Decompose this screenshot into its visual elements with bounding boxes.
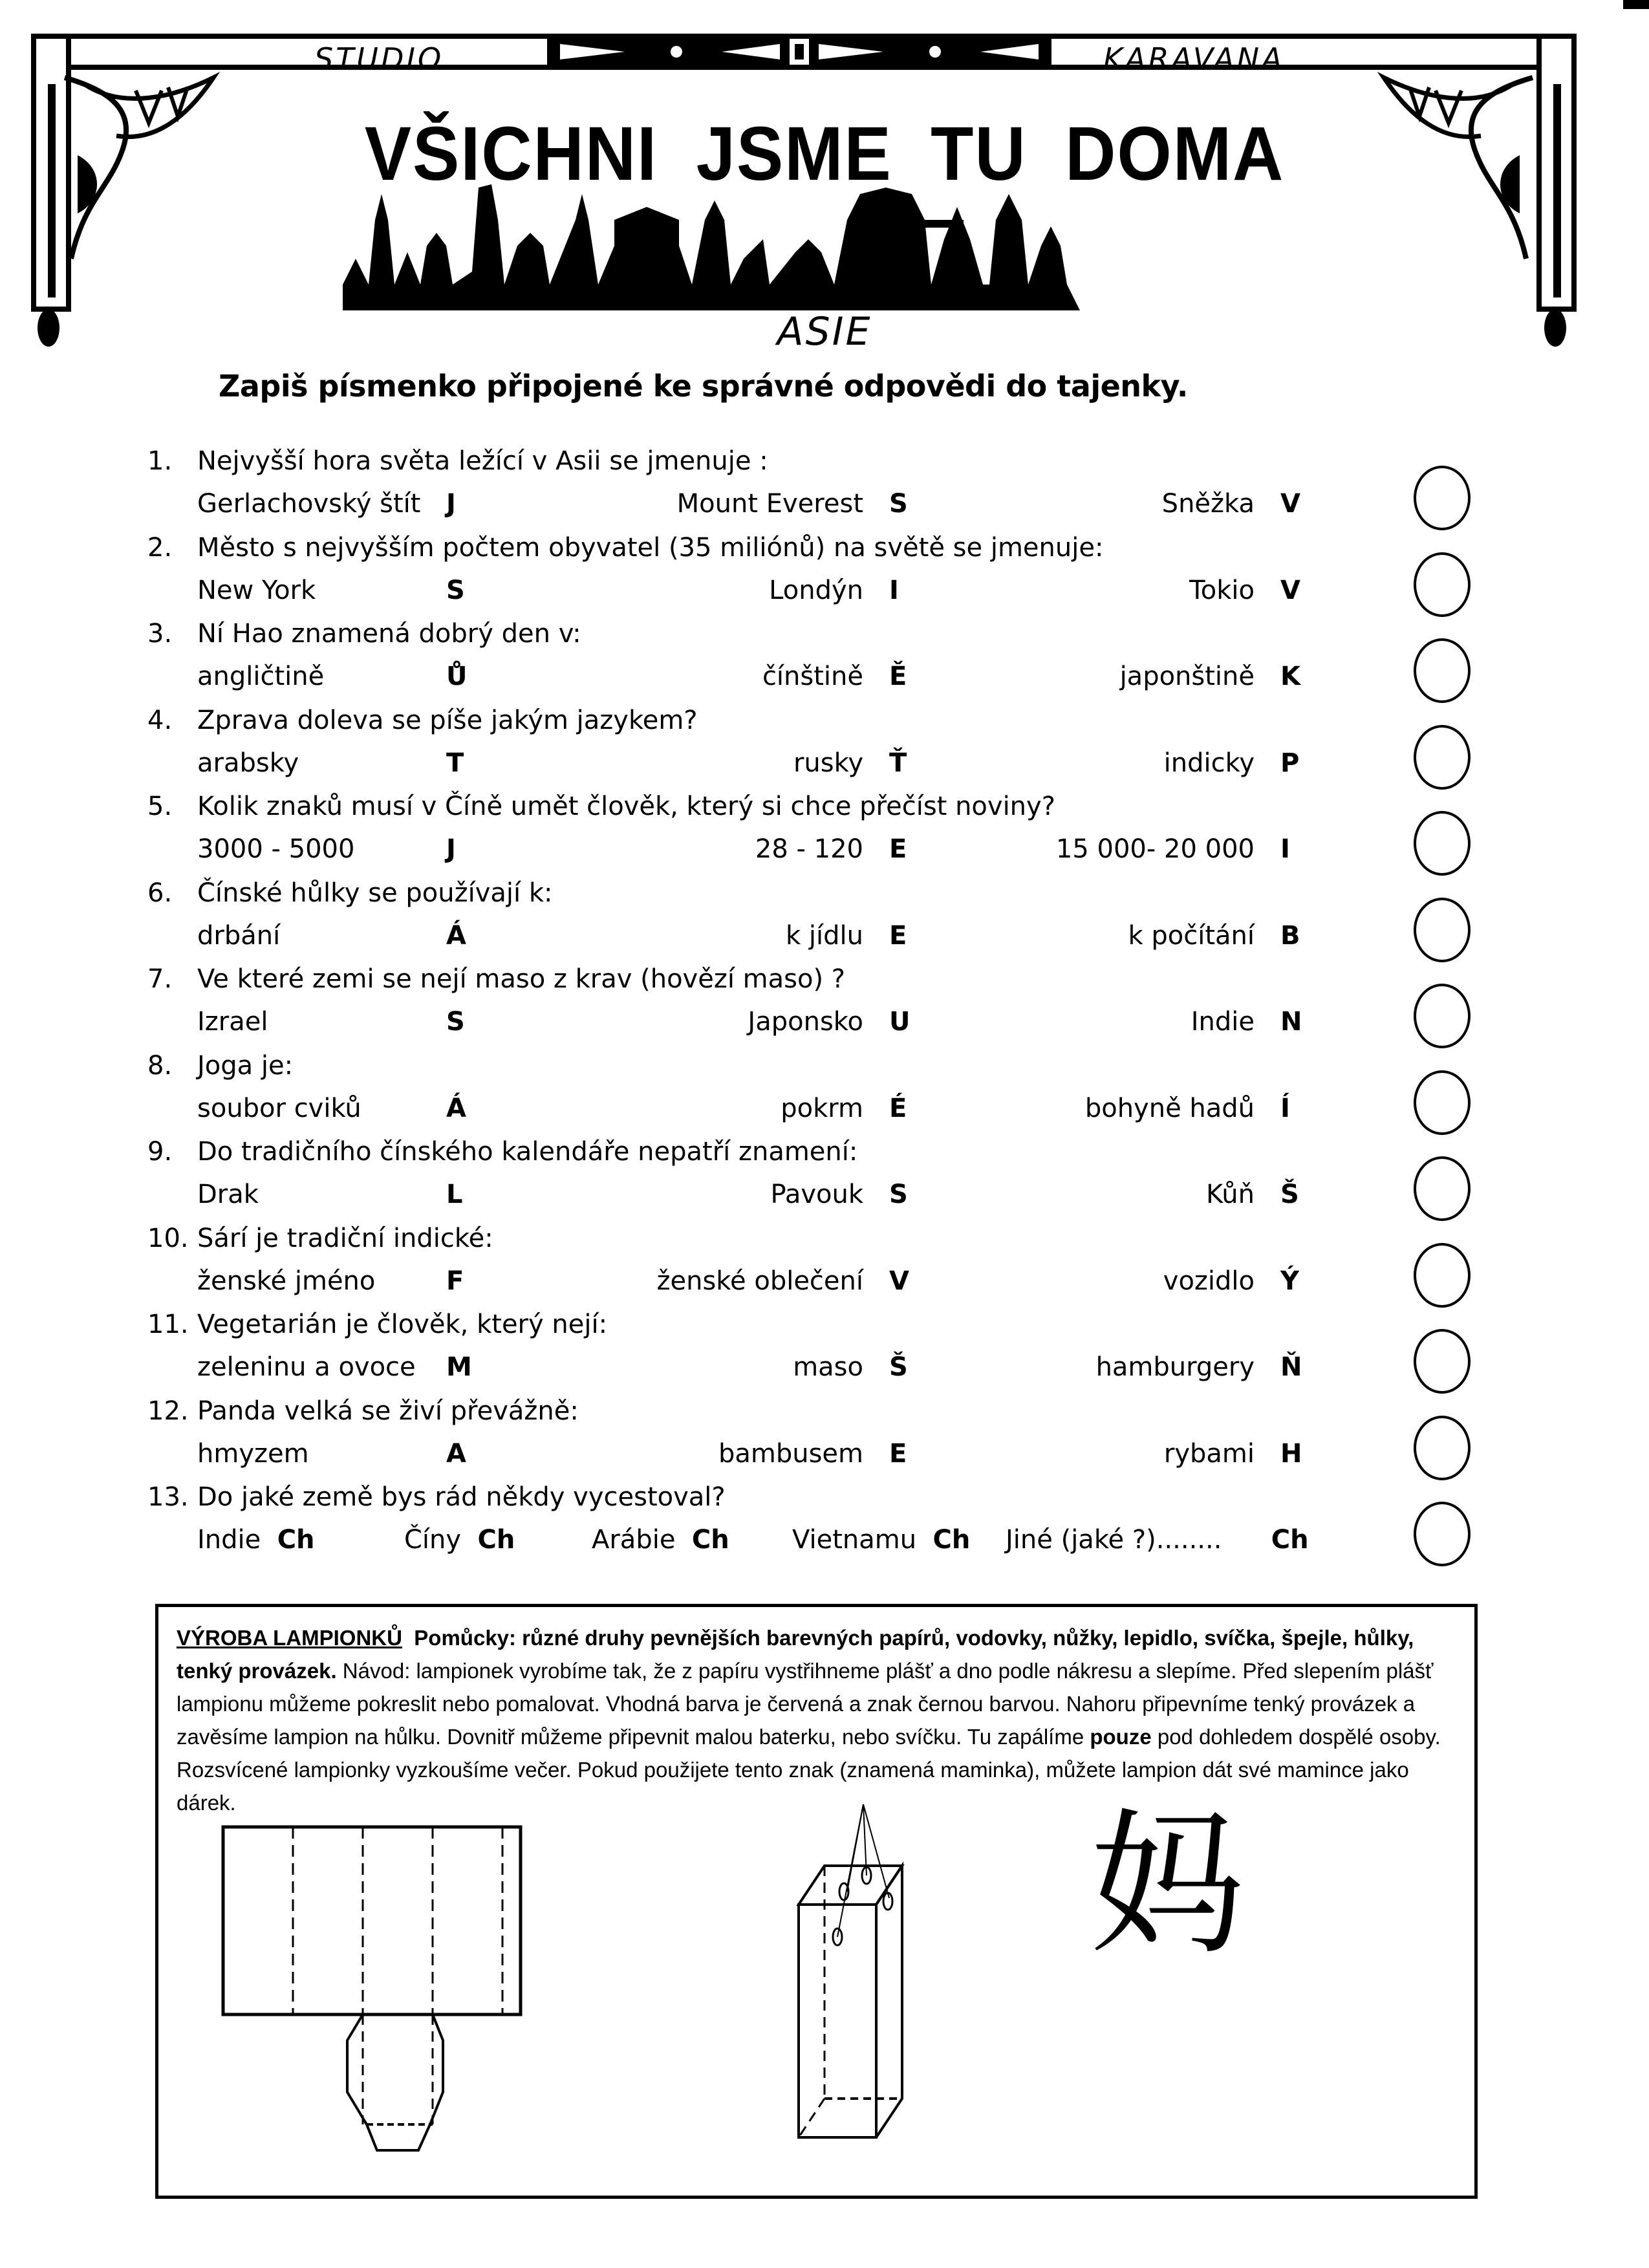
question-number: 5. xyxy=(147,792,173,821)
question-number: 8. xyxy=(147,1050,173,1081)
answer-circle[interactable] xyxy=(1414,898,1471,962)
answer-letter: E xyxy=(889,1438,907,1469)
answer-option-label: angličtině xyxy=(197,662,325,691)
answer-letter: Ch xyxy=(477,1525,515,1555)
question-number: 13. xyxy=(147,1482,189,1512)
answer-option-label: ženské oblečení xyxy=(656,1266,863,1296)
answer-letter: Á xyxy=(446,920,466,951)
answer-option-label: Jiné (jaké ?)........ xyxy=(1006,1525,1222,1555)
question-text: Panda velká se živí převážně: xyxy=(197,1396,579,1426)
answer-option-label: Sněžka xyxy=(1161,489,1255,519)
lantern-instructions-1: Návod: lampionek vyrobíme tak, že z papíru vystřihneme plášť a dno podle nákresu a slepíme. Před slepením plášť lampionu můžeme pokreslit nebo pomalovat. Vhodná barva je červená a znak černou barvou. Nahoru připevníme tenký provázek a zavěsíme lampion na hůlku. Dovnitř můžeme připevnit malou baterku, nebo svíčku. Tu zapálíme xyxy=(177,1659,1434,1749)
question-number: 4. xyxy=(147,705,173,735)
answer-letter: V xyxy=(889,1266,909,1296)
answer-option-label: Izrael xyxy=(197,1007,268,1037)
answer-letter: Ť xyxy=(889,748,907,778)
lantern-tools: Pomůcky: různé druhy pevnějších barevných papírů, vodovky, nůžky, lepidlo, svíčka, špejle, hůlky, tenký provázek. xyxy=(177,1626,1414,1683)
answer-letter: A xyxy=(446,1438,466,1469)
answer-option-label: maso xyxy=(793,1352,863,1382)
answer-option-label: drbání xyxy=(197,920,281,951)
answer-option-label: indicky xyxy=(1163,748,1255,778)
answer-option-label: Tokio xyxy=(1189,575,1255,605)
answer-letter: T xyxy=(446,748,464,778)
answer-letter: Í xyxy=(1280,1093,1290,1123)
question-number: 7. xyxy=(147,964,173,994)
answer-option-label: Arábie xyxy=(592,1525,676,1555)
question-number: 3. xyxy=(147,619,173,649)
answer-letter: I xyxy=(1280,834,1290,864)
instruction-text: Zapiš písmenko připojené ke správné odpovědi do tajenky. xyxy=(219,369,1188,404)
assembled-lantern-diagram xyxy=(792,1801,947,2163)
country-option xyxy=(1006,1525,1309,1555)
question-number: 2. xyxy=(147,532,173,563)
country-option xyxy=(792,1525,970,1555)
answer-option-label: Vietnamu xyxy=(792,1525,917,1555)
answer-option-label: Drak xyxy=(197,1180,259,1209)
banner-ornament xyxy=(547,36,1051,67)
answer-letter: S xyxy=(446,1007,465,1037)
answer-option-label: Pavouk xyxy=(770,1180,863,1209)
answer-letter: V xyxy=(1280,489,1300,519)
answer-letter: E xyxy=(889,834,907,864)
answer-circle[interactable] xyxy=(1414,552,1471,617)
answer-option-label: k jídlu xyxy=(786,920,863,951)
answer-letter: E xyxy=(889,920,907,951)
answer-letter: U xyxy=(889,1007,911,1037)
answer-letter: J xyxy=(446,489,456,519)
question-text: Do jaké země bys rád někdy vycestoval? xyxy=(197,1482,726,1512)
scan-corner-mark xyxy=(1623,0,1649,9)
question-number: 6. xyxy=(147,878,173,908)
lantern-instructions-box xyxy=(155,1604,1478,2199)
answer-letter: Ch xyxy=(932,1525,971,1555)
answer-option-label: hamburgery xyxy=(1095,1352,1255,1382)
answer-option-label: bohyně hadů xyxy=(1084,1093,1255,1123)
answer-circle[interactable] xyxy=(1414,725,1471,790)
answer-circle[interactable] xyxy=(1414,638,1471,703)
question-number: 9. xyxy=(147,1137,173,1167)
answer-letter: H xyxy=(1280,1438,1302,1469)
answer-letter: Ch xyxy=(277,1525,315,1555)
question-number: 12. xyxy=(147,1396,189,1426)
answer-option-label: vozidlo xyxy=(1163,1266,1255,1296)
answer-option-label: Mount Everest xyxy=(676,489,863,519)
question-number: 1. xyxy=(147,446,173,476)
question-text: Čínské hůlky se používají k: xyxy=(197,878,553,908)
question-number: 10. xyxy=(147,1223,189,1253)
country-option xyxy=(404,1525,515,1555)
answer-option-label: Londýn xyxy=(769,575,863,605)
lantern-instructions-2: pod dohledem dospělé osoby. Rozsvícené lampionky vyzkoušíme večer. Pokud použijete tento znak (znamená maminka), můžete lampion dát své mamince jako dárek. xyxy=(177,1725,1441,1815)
answer-option-label: rusky xyxy=(793,748,863,778)
lantern-instructions-emphasis: pouze xyxy=(1090,1725,1152,1749)
answer-option-label: 15 000- 20 000 xyxy=(1055,834,1255,864)
answer-letter: B xyxy=(1280,920,1300,951)
asian-skyline-icon xyxy=(343,181,1261,310)
lantern-text xyxy=(177,1621,1457,1819)
question-text: Do tradičního čínského kalendáře nepatří znamení: xyxy=(197,1137,858,1167)
answer-option-label: čínštině xyxy=(762,662,863,691)
answer-letter: Ý xyxy=(1280,1266,1299,1296)
answer-option-label: arabsky xyxy=(197,748,299,778)
answer-letter: J xyxy=(446,834,456,864)
answer-option-label: 28 - 120 xyxy=(755,834,863,864)
answer-option-label: Gerlachovský štít xyxy=(197,489,421,519)
answer-option-label: zeleninu a ovoce xyxy=(197,1352,416,1382)
answer-option-label: soubor cviků xyxy=(197,1093,361,1123)
answer-option-label: 3000 - 5000 xyxy=(197,834,355,864)
answer-letter: Á xyxy=(446,1093,466,1123)
answer-letter: Š xyxy=(889,1352,908,1382)
answer-circle[interactable] xyxy=(1414,1156,1471,1221)
answer-circle[interactable] xyxy=(1414,1416,1471,1480)
answer-option-label: bambusem xyxy=(718,1438,863,1469)
answer-letter: V xyxy=(1280,575,1300,605)
arrow-ornament-icon xyxy=(547,36,1051,67)
chinese-character-mother: 妈 xyxy=(1090,1795,1245,1976)
answer-option-label: New York xyxy=(197,575,316,605)
answer-option-label: Indie xyxy=(1191,1007,1255,1037)
answer-letter: I xyxy=(889,575,899,605)
question-text: Sárí je tradiční indické: xyxy=(197,1223,493,1253)
answer-option-label: Kůň xyxy=(1206,1180,1255,1209)
question-text: Ní Hao znamená dobrý den v: xyxy=(197,619,581,649)
answer-option-label: Indie xyxy=(197,1525,261,1555)
answer-letter: S xyxy=(889,489,908,519)
answer-letter: P xyxy=(1280,748,1300,778)
answer-option-label: hmyzem xyxy=(197,1438,309,1469)
answer-circle[interactable] xyxy=(1414,984,1471,1048)
region-label: ASIE xyxy=(777,309,872,354)
answer-letter: M xyxy=(446,1352,472,1382)
answer-circle[interactable] xyxy=(1414,811,1471,876)
answer-option-label: pokrm xyxy=(781,1093,863,1123)
header-banner xyxy=(31,34,1577,76)
question-text: Město s nejvyšším počtem obyvatel (35 miliónů) na světě se jmenuje: xyxy=(197,532,1104,563)
answer-letter: N xyxy=(1280,1007,1302,1037)
answer-letter: Ě xyxy=(889,662,907,691)
answer-option-label: Japonsko xyxy=(748,1007,863,1037)
answer-letter: Ů xyxy=(446,662,468,691)
brand-karavana: KARAVANA xyxy=(1103,41,1285,76)
answer-option-label: rybami xyxy=(1163,1438,1255,1469)
question-text: Ve které zemi se nejí maso z krav (hovězí maso) ? xyxy=(197,964,845,994)
lantern-net-diagram xyxy=(217,1820,527,2183)
answer-letter: F xyxy=(446,1266,464,1296)
answer-option-label: Číny xyxy=(404,1525,462,1555)
answer-option-label: ženské jméno xyxy=(197,1266,376,1296)
answer-circle[interactable] xyxy=(1414,466,1471,530)
answer-circle[interactable] xyxy=(1414,1502,1471,1566)
answer-letter: K xyxy=(1280,662,1300,691)
answer-letter: Ch xyxy=(1271,1525,1309,1555)
answer-letter: S xyxy=(889,1180,908,1209)
question-text: Kolik znaků musí v Číně umět člověk, který si chce přečíst noviny? xyxy=(197,792,1055,821)
question-text: Vegetarián je člověk, který nejí: xyxy=(197,1310,608,1339)
answer-option-label: k počítání xyxy=(1128,920,1255,951)
page-title: VŠICHNI JSME TU DOMA xyxy=(364,111,1285,197)
question-text: Joga je: xyxy=(197,1050,294,1081)
answer-circle[interactable] xyxy=(1414,1243,1471,1308)
question-text: Nejvyšší hora světa ležící v Asii se jmenuje : xyxy=(197,446,768,476)
lantern-heading: VÝROBA LAMPIONKŮ xyxy=(177,1626,402,1650)
answer-letter: Š xyxy=(1280,1180,1299,1209)
question-number: 11. xyxy=(147,1310,189,1339)
answer-letter: É xyxy=(889,1093,907,1123)
answer-option-label: japonštině xyxy=(1119,662,1255,691)
answer-letter: L xyxy=(446,1180,463,1209)
answer-letter: Ň xyxy=(1280,1352,1302,1382)
question-text: Zprava doleva se píše jakým jazykem? xyxy=(197,705,698,735)
answer-letter: S xyxy=(446,575,465,605)
answer-circle[interactable] xyxy=(1414,1070,1471,1135)
answer-circle[interactable] xyxy=(1414,1329,1471,1394)
answer-letter: Ch xyxy=(691,1525,729,1555)
country-option xyxy=(592,1525,729,1555)
country-option xyxy=(197,1525,315,1555)
brand-studio: STUDIO xyxy=(314,41,444,76)
